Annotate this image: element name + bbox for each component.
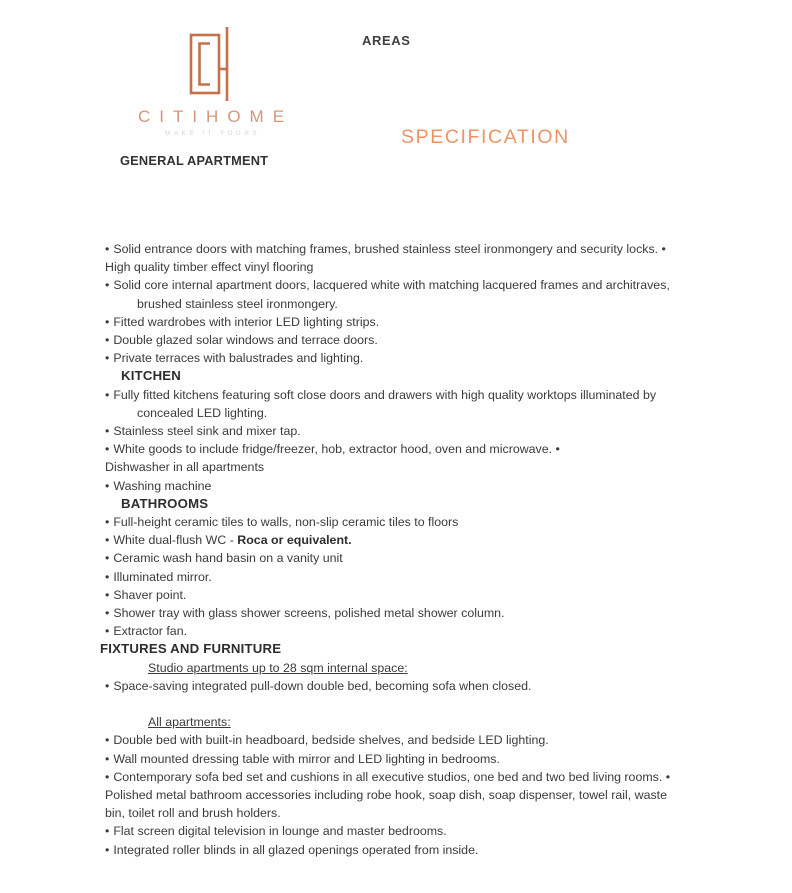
line-text-bold: Roca or equivalent. [237, 533, 352, 548]
line-text: White goods to include fridge/freezer, hob, extractor hood, oven and microwave. • [113, 442, 560, 457]
bullet-icon: • [105, 533, 110, 548]
brand-name: CITIHOME [137, 107, 294, 126]
spec-line [100, 622, 760, 640]
spec-line [100, 349, 760, 367]
bullet-icon: • [105, 442, 110, 457]
bullet-icon: • [105, 551, 110, 566]
spec-line [100, 440, 760, 458]
bullet-icon: • [105, 842, 110, 857]
line-text: Ceramic wash hand basin on a vanity unit [113, 551, 343, 566]
brand-tagline: MAKE IT YOURS [165, 130, 260, 137]
spec-line [100, 295, 760, 313]
line-text: Shower tray with glass shower screens, polished metal shower column. [113, 606, 505, 621]
line-text: KITCHEN [121, 368, 182, 384]
spacer [100, 695, 760, 713]
bullet-icon: • [105, 333, 110, 348]
bullet-icon: • [105, 678, 110, 693]
spec-line [100, 313, 760, 331]
spec-content [100, 240, 760, 859]
bullet-icon: • [105, 606, 110, 621]
line-text: Fully fitted kitchens featuring soft close doors and drawers with high quality worktops illuminated by [113, 387, 657, 402]
spec-line [100, 804, 760, 822]
line-text: Studio apartments up to 28 sqm internal space: [148, 660, 408, 675]
line-text: Full-height ceramic tiles to walls, non-slip ceramic tiles to floors [113, 515, 459, 530]
line-text: Illuminated mirror. [113, 569, 212, 584]
bullet-icon: • [105, 424, 110, 439]
spec-line [100, 331, 760, 349]
line-text: Contemporary sofa bed set and cushions in all executive studios, one bed and two bed living rooms. • [113, 769, 671, 784]
line-text: Extractor fan. [113, 624, 188, 639]
line-text: Washing machine [113, 478, 212, 493]
bullet-icon: • [105, 569, 110, 584]
spec-line [100, 549, 760, 567]
line-text: Flat screen digital television in lounge and master bedrooms. [113, 824, 447, 839]
line-text: White dual-flush WC - [113, 533, 238, 548]
line-text: Dishwasher in all apartments [105, 460, 265, 475]
general-apartment-heading: GENERAL APARTMENT [120, 153, 269, 168]
line-text: Wall mounted dressing table with mirror and LED lighting in bedrooms. [113, 751, 500, 766]
spec-line [100, 750, 760, 768]
line-text: Stainless steel sink and mixer tap. [113, 424, 301, 439]
line-text: brushed stainless steel ironmongery. [137, 296, 338, 311]
bullet-icon: • [105, 387, 110, 402]
bullet-icon: • [105, 624, 110, 639]
spec-line [100, 731, 760, 749]
spec-line [100, 477, 760, 495]
spec-line [100, 677, 760, 695]
line-text: High quality timber effect vinyl flooring [105, 260, 314, 275]
line-text: BATHROOMS [121, 495, 209, 511]
bullet-icon: • [105, 515, 110, 530]
bullet-icon: • [105, 733, 110, 748]
line-text: FIXTURES AND FURNITURE [100, 641, 282, 657]
spec-line [100, 568, 760, 586]
subsection-heading [100, 713, 760, 731]
spec-line [100, 513, 760, 531]
specification-title: SPECIFICATION [401, 126, 570, 148]
spec-line [100, 422, 760, 440]
spec-line [100, 604, 760, 622]
line-text: Solid entrance doors with matching frames, brushed stainless steel ironmongery and security locks. • [113, 242, 666, 256]
bullet-icon: • [105, 314, 110, 329]
spec-line [100, 841, 760, 859]
section-heading [100, 367, 760, 385]
line-text: Double glazed solar windows and terrace doors. [113, 333, 378, 348]
line-text: Integrated roller blinds in all glazed openings operated from inside. [113, 842, 479, 857]
spec-line [100, 240, 760, 258]
line-text: Shaver point. [113, 587, 187, 602]
spec-line [100, 404, 760, 422]
line-text: Double bed with built-in headboard, bedside shelves, and bedside LED lighting. [113, 733, 549, 748]
subsection-heading [100, 659, 760, 677]
spec-line [100, 386, 760, 404]
section-heading [100, 640, 760, 658]
line-text: Space-saving integrated pull-down double bed, becoming sofa when closed. [113, 678, 532, 693]
areas-label: AREAS [362, 33, 411, 48]
spec-line [100, 586, 760, 604]
line-text: Solid core internal apartment doors, lacquered white with matching lacquered frames and architraves, [113, 278, 670, 293]
line-text: concealed LED lighting. [137, 405, 268, 420]
bullet-icon: • [105, 587, 110, 602]
line-text: Fitted wardrobes with interior LED lighting strips. [113, 314, 380, 329]
line-text: bin, toilet roll and brush holders. [105, 806, 281, 821]
bullet-icon: • [105, 824, 110, 839]
bullet-icon: • [105, 751, 110, 766]
line-text: Polished metal bathroom accessories including robe hook, soap dish, soap dispenser, towel rail, waste [105, 788, 668, 803]
bullet-icon: • [105, 278, 110, 293]
line-text: All apartments: [148, 715, 231, 730]
brand-logo [120, 26, 302, 137]
spec-line [100, 458, 760, 476]
bullet-icon: • [105, 769, 110, 784]
section-heading [100, 495, 760, 513]
bullet-icon: • [105, 351, 110, 366]
bullet-icon: • [105, 242, 110, 256]
spec-line [100, 768, 760, 786]
line-text: Private terraces with balustrades and lighting. [113, 351, 364, 366]
spec-line [100, 276, 760, 294]
bullet-icon: • [105, 478, 110, 493]
spec-line [100, 822, 760, 840]
spec-line [100, 258, 760, 276]
spec-line [100, 531, 760, 549]
spec-line [100, 786, 760, 804]
citihome-monogram-icon [186, 26, 236, 102]
